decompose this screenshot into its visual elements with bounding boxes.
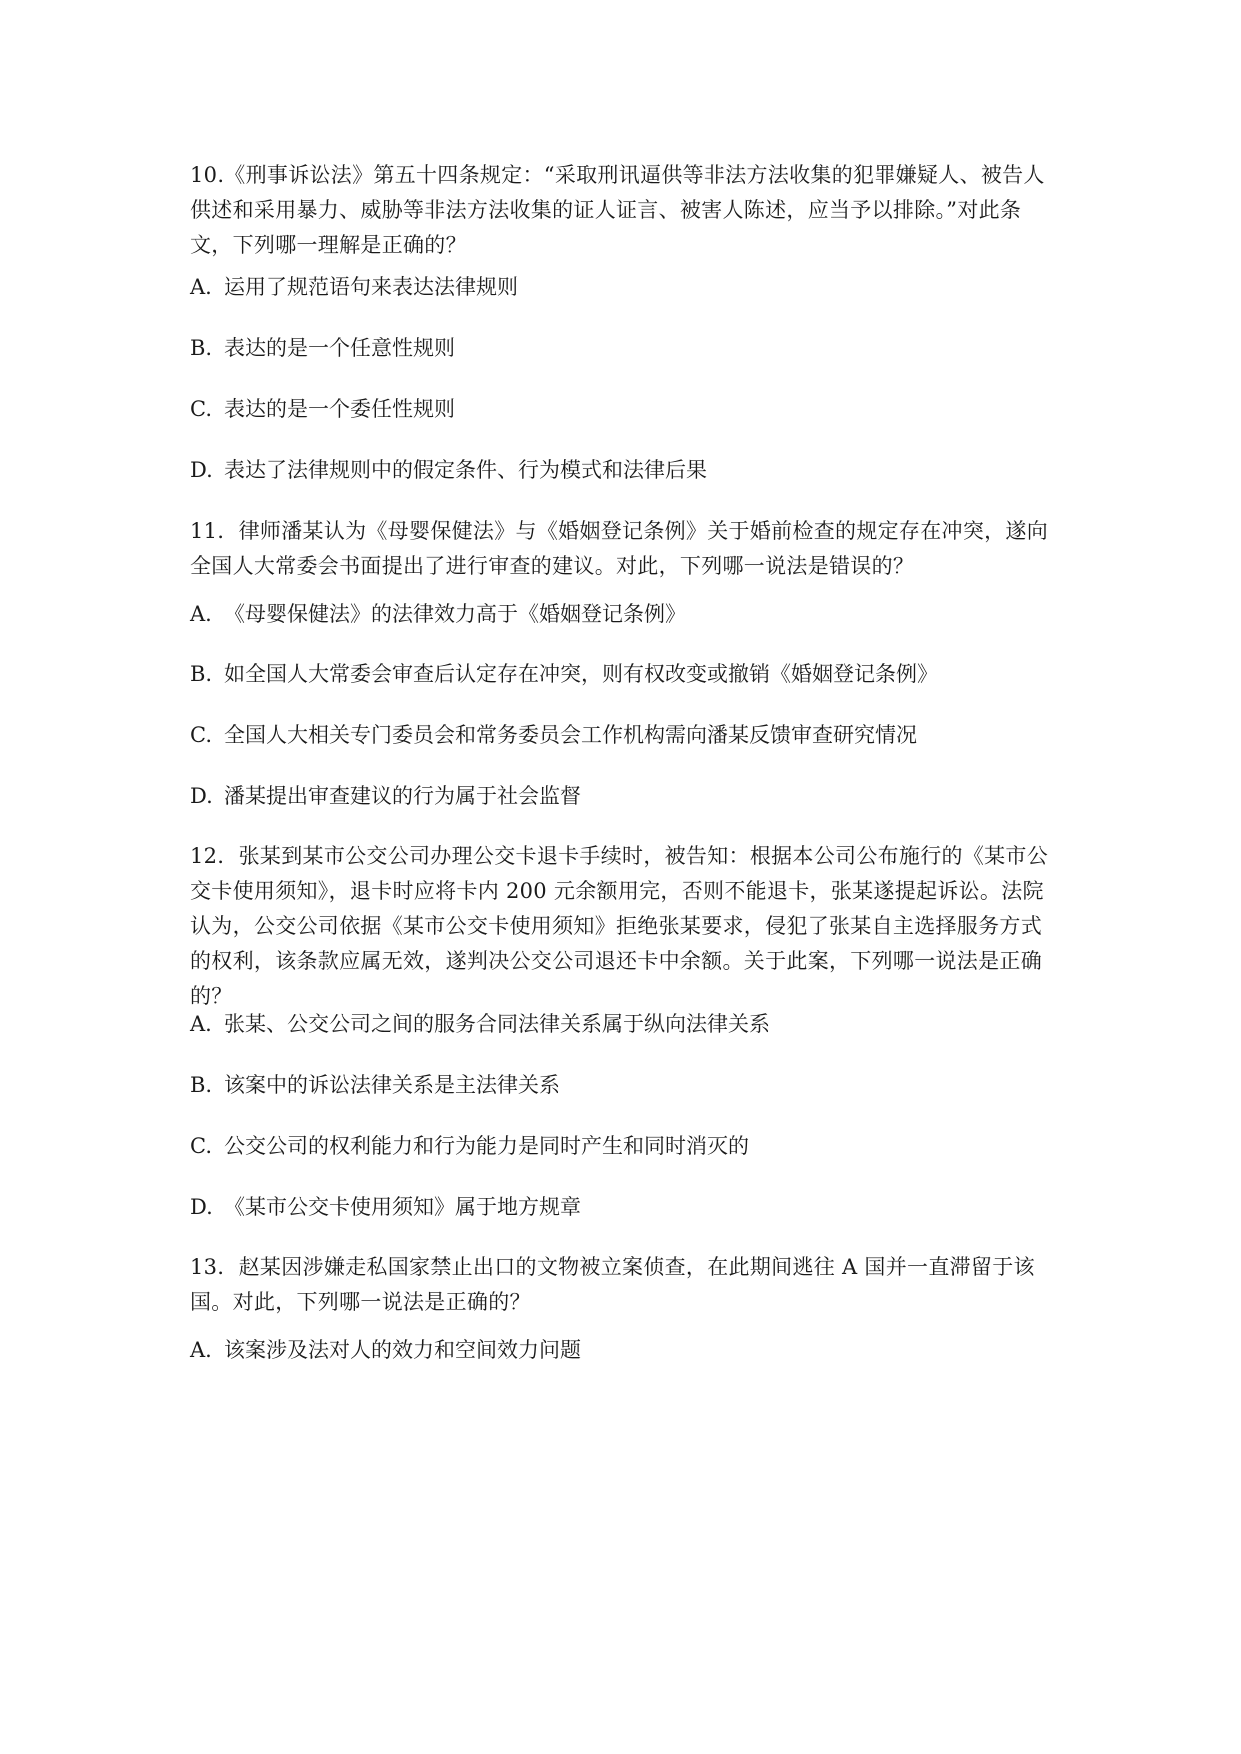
option-text: 张某、公交公司之间的服务合同法律关系属于纵向法律关系 bbox=[224, 1012, 770, 1036]
option-text: 如全国人大常委会审查后认定存在冲突，则有权改变或撤销《婚姻登记条例》 bbox=[224, 662, 938, 686]
question-11-option-b bbox=[190, 657, 1060, 692]
option-letter: C. bbox=[190, 1134, 212, 1158]
option-text: 运用了规范语句来表达法律规则 bbox=[224, 275, 518, 299]
question-11-option-a bbox=[190, 597, 1060, 632]
question-11-stem: 11．律师潘某认为《母婴保健法》与《婚姻登记条例》关于婚前检查的规定存在冲突，遂向全国人大常委会书面提出了进行审查的建议。对此，下列哪一说法是错误的？ bbox=[190, 519, 1049, 578]
option-text: 《母婴保健法》的法律效力高于《婚姻登记条例》 bbox=[224, 602, 686, 626]
option-letter: C. bbox=[190, 723, 212, 747]
option-letter: A. bbox=[190, 1012, 212, 1036]
option-text: 潘某提出审查建议的行为属于社会监督 bbox=[224, 784, 581, 808]
option-letter: D. bbox=[190, 784, 213, 808]
option-text: 公交公司的权利能力和行为能力是同时产生和同时消灭的 bbox=[224, 1134, 749, 1158]
option-letter: D. bbox=[190, 1195, 213, 1219]
option-letter: B. bbox=[190, 336, 213, 360]
question-12-option-a bbox=[190, 1007, 1060, 1042]
question-13-stem: 13．赵某因涉嫌走私国家禁止出口的文物被立案侦查，在此期间逃往 A 国并一直滞留于该国。对此，下列哪一说法是正确的？ bbox=[190, 1255, 1035, 1314]
option-letter: B. bbox=[190, 662, 213, 686]
option-text: 该案涉及法对人的效力和空间效力问题 bbox=[224, 1338, 581, 1362]
option-text: 表达的是一个任意性规则 bbox=[224, 336, 455, 360]
question-12-option-c bbox=[190, 1129, 1060, 1164]
question-12-option-d bbox=[190, 1190, 1060, 1225]
option-text: 《某市公交卡使用须知》属于地方规章 bbox=[224, 1195, 581, 1219]
option-text: 表达的是一个委任性规则 bbox=[224, 397, 455, 421]
question-11-option-d bbox=[190, 779, 1060, 814]
option-text: 该案中的诉讼法律关系是主法律关系 bbox=[224, 1073, 560, 1097]
question-10-option-a bbox=[190, 270, 1060, 305]
question-12-stem: 12．张某到某市公交公司办理公交卡退卡手续时，被告知：根据本公司公布施行的《某市公交卡使用须知》，退卡时应将卡内 200 元余额用完，否则不能退卡，张某遂提起诉讼。法院认为，公交公司依据《某市公交卡使用须知》拒绝张某要求，侵犯了张某自主选择服务方式的权利，该条款应属无效，遂判决公交公司退还卡中余额。关于此案，下列哪一说法是正确的？ bbox=[190, 844, 1049, 1008]
question-10-option-d bbox=[190, 453, 1060, 488]
option-letter: A. bbox=[190, 1338, 212, 1362]
question-11-option-c bbox=[190, 718, 1060, 753]
option-letter: A. bbox=[190, 275, 212, 299]
question-12-option-b bbox=[190, 1068, 1060, 1103]
option-letter: B. bbox=[190, 1073, 213, 1097]
question-10-option-b bbox=[190, 331, 1060, 366]
option-letter: C. bbox=[190, 397, 212, 421]
option-letter: D. bbox=[190, 458, 213, 482]
question-13-option-a bbox=[190, 1333, 1060, 1368]
option-text: 表达了法律规则中的假定条件、行为模式和法律后果 bbox=[224, 458, 707, 482]
question-10-option-c bbox=[190, 392, 1060, 427]
option-text: 全国人大相关专门委员会和常务委员会工作机构需向潘某反馈审查研究情况 bbox=[224, 723, 917, 747]
question-10-stem: 10.《刑事诉讼法》第五十四条规定：“采取刑讯逼供等非法方法收集的犯罪嫌疑人、被告人供述和采用暴力、威胁等非法方法收集的证人证言、被害人陈述，应当予以排除。”对此条文，下列哪一理解是正确的？ bbox=[190, 163, 1045, 257]
option-letter: A. bbox=[190, 602, 212, 626]
